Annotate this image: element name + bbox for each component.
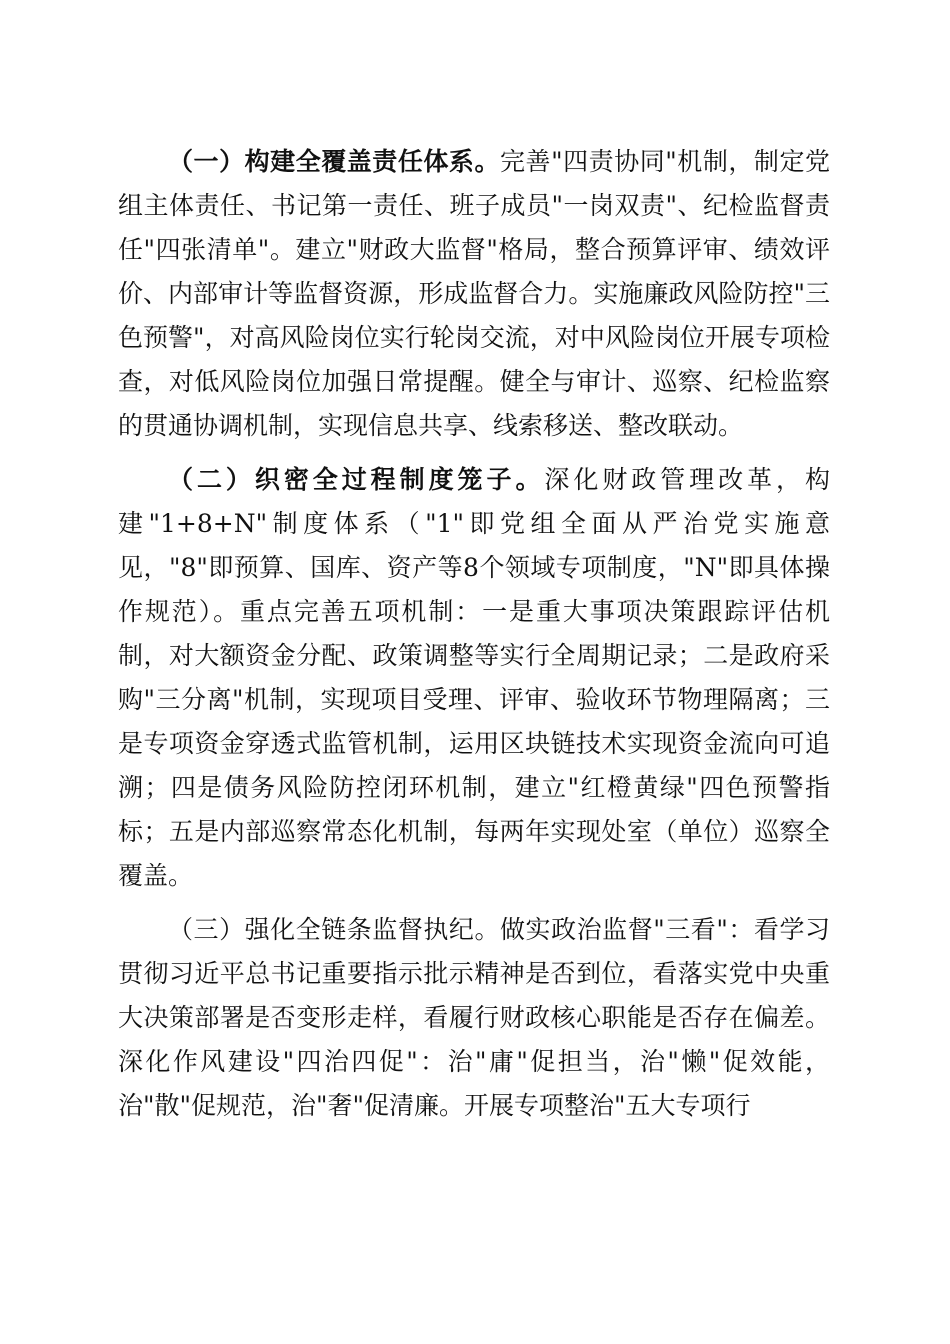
paragraph-1 (118, 140, 830, 448)
paragraph-2-heading: （二）织密全过程制度笼子。 (168, 465, 545, 494)
paragraph-2 (118, 458, 830, 898)
paragraph-3-body: 做实政治监督"三看"：看学习贯彻习近平总书记重要指示批示精神是否到位，看落实党中央重大决策部署是否变形走样，看履行财政核心职能是否存在偏差。深化作风建设"四治四促"：治"庸"促担当，治"懒"促效能，治"散"促规范，治"奢"促清廉。开展专项整治"五大专项行 (118, 915, 830, 1120)
paragraph-2-body: 深化财政管理改革，构建"1+8+N"制度体系（"1"即党组全面从严治党实施意见，"8"即预算、国库、资产等8个领域专项制度，"N"即具体操作规范）。重点完善五项机制：一是重大事项决策跟踪评估机制，对大额资金分配、政策调整等实行全周期记录；二是政府采购"三分离"机制，实现项目受理、评审、验收环节物理隔离；三是专项资金穿透式监管机制，运用区块链技术实现资金流向可追溯；四是债务风险防控闭环机制，建立"红橙黄绿"四色预警指标；五是内部巡察常态化机制，每两年实现处室（单位）巡察全覆盖。 (118, 465, 830, 890)
document-body (118, 140, 830, 1138)
paragraph-3 (118, 908, 830, 1128)
paragraph-1-body: 完善"四责协同"机制，制定党组主体责任、书记第一责任、班子成员"一岗双责"、纪检监督责任"四张清单"。建立"财政大监督"格局，整合预算评审、绩效评价、内部审计等监督资源，形成监督合力。实施廉政风险防控"三色预警"，对高风险岗位实行轮岗交流，对中风险岗位开展专项检查，对低风险岗位加强日常提醒。健全与审计、巡察、纪检监察的贯通协调机制，实现信息共享、线索移送、整改联动。 (118, 147, 830, 440)
paragraph-1-heading: （一）构建全覆盖责任体系。 (168, 147, 500, 176)
paragraph-3-heading: （三）强化全链条监督执纪。 (168, 915, 500, 944)
